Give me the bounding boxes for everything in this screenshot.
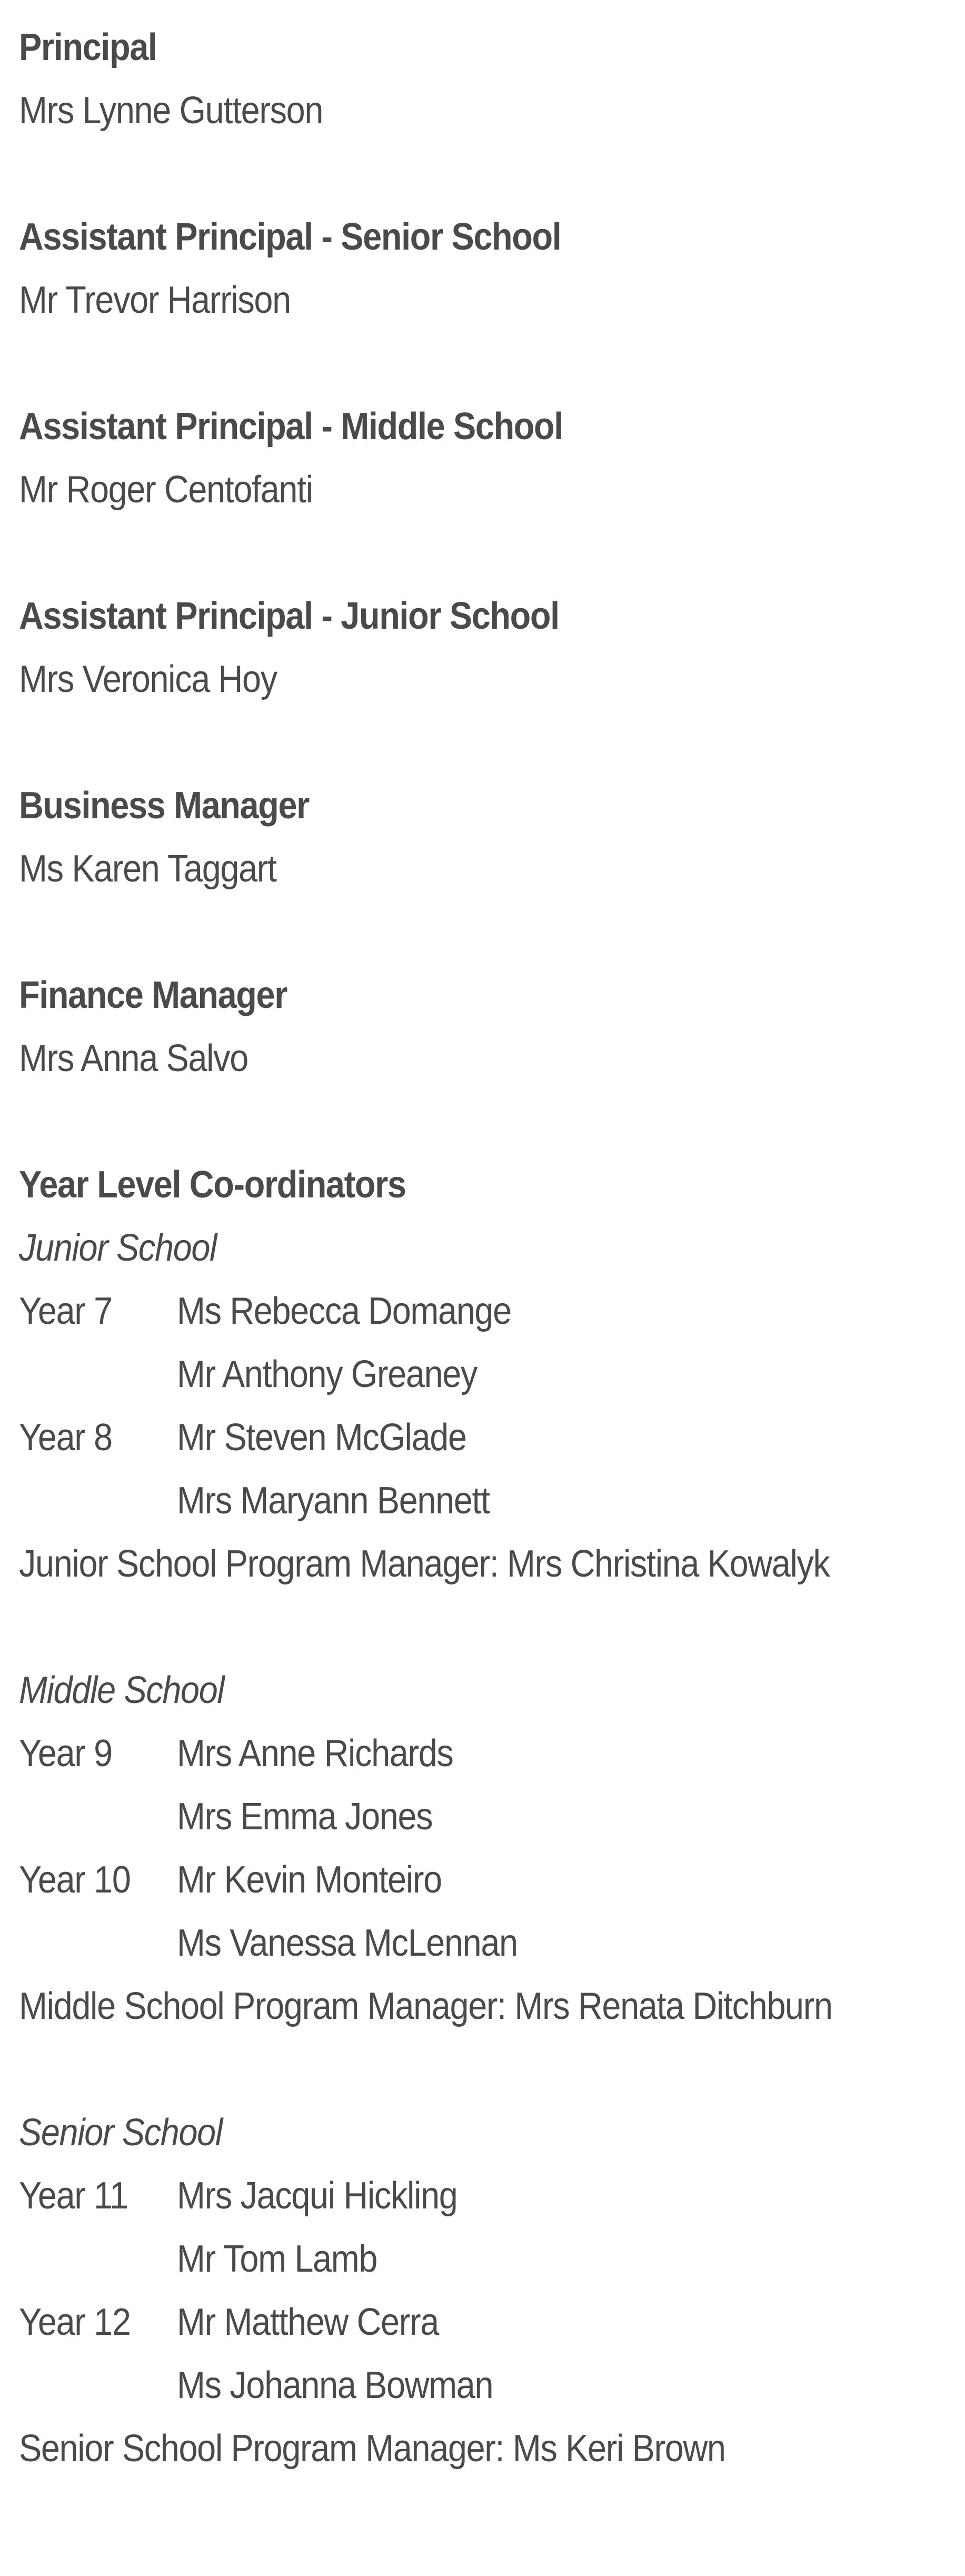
role-name-business-manager: Ms Karen Taggart: [19, 848, 276, 890]
coordinators-heading: Year Level Co-ordinators: [19, 1164, 406, 1206]
coordinator-name: Mr Tom Lamb: [177, 2238, 377, 2280]
role-name-ap-middle: Mr Roger Centofanti: [19, 469, 313, 511]
year-row: [19, 2354, 961, 2417]
staff-directory: [19, 16, 961, 2480]
year-row: [19, 1848, 961, 1911]
year-label: Year 8: [19, 1416, 112, 1459]
coordinator-name: Ms Vanessa McLennan: [177, 1922, 518, 1964]
section-spacer: [19, 1596, 961, 1659]
year-row: [19, 2164, 961, 2227]
coordinator-name: Mr Steven McGlade: [177, 1416, 466, 1459]
year-label: Year 10: [19, 1859, 131, 1901]
section-spacer: [19, 332, 961, 395]
role-title-finance-manager: Finance Manager: [19, 974, 287, 1016]
section-spacer: [19, 711, 961, 774]
year-row: [19, 1722, 961, 1785]
coordinator-name: Mr Matthew Cerra: [177, 2301, 439, 2343]
section-spacer: [19, 2038, 961, 2101]
coordinator-name: Mrs Emma Jones: [177, 1796, 433, 1838]
section-spacer: [19, 1090, 961, 1153]
role-name-ap-senior: Mr Trevor Harrison: [19, 279, 291, 321]
coordinator-name: Mrs Jacqui Hickling: [177, 2175, 457, 2217]
role-title-ap-senior: Assistant Principal - Senior School: [19, 216, 561, 258]
year-label: Year 7: [19, 1290, 112, 1332]
junior-school-label: Junior School: [19, 1227, 217, 1269]
year-row: [19, 2227, 961, 2291]
middle-program-manager: Middle School Program Manager: Mrs Renata Ditchburn: [19, 1985, 832, 2027]
section-spacer: [19, 142, 961, 205]
coordinator-name: Ms Rebecca Domange: [177, 1290, 511, 1332]
year-label: Year 9: [19, 1732, 112, 1775]
role-title-ap-junior: Assistant Principal - Junior School: [19, 595, 559, 637]
role-name-finance-manager: Mrs Anna Salvo: [19, 1037, 248, 1079]
senior-program-manager: Senior School Program Manager: Ms Keri Brown: [19, 2428, 725, 2470]
year-row: [19, 1280, 961, 1343]
year-row: [19, 1343, 961, 1406]
role-title-ap-middle: Assistant Principal - Middle School: [19, 405, 563, 448]
year-label: Year 12: [19, 2301, 131, 2343]
coordinator-name: Mr Kevin Monteiro: [177, 1859, 442, 1901]
senior-school-label: Senior School: [19, 2112, 222, 2154]
middle-school-label: Middle School: [19, 1669, 224, 1711]
coordinator-name: Mr Anthony Greaney: [177, 1353, 477, 1395]
year-label: Year 11: [19, 2175, 128, 2217]
role-title-business-manager: Business Manager: [19, 785, 310, 827]
section-spacer: [19, 521, 961, 584]
coordinator-name: Ms Johanna Bowman: [177, 2364, 493, 2406]
year-row: [19, 1911, 961, 1975]
year-row: [19, 2291, 961, 2354]
year-row: [19, 1785, 961, 1848]
year-row: [19, 1469, 961, 1532]
year-row: [19, 1406, 961, 1469]
role-name-ap-junior: Mrs Veronica Hoy: [19, 658, 277, 700]
coordinator-name: Mrs Maryann Bennett: [177, 1480, 490, 1522]
section-spacer: [19, 900, 961, 964]
role-title-principal: Principal: [19, 26, 157, 68]
coordinator-name: Mrs Anne Richards: [177, 1732, 453, 1775]
junior-program-manager: Junior School Program Manager: Mrs Christina Kowalyk: [19, 1543, 830, 1585]
role-name-principal: Mrs Lynne Gutterson: [19, 90, 323, 132]
